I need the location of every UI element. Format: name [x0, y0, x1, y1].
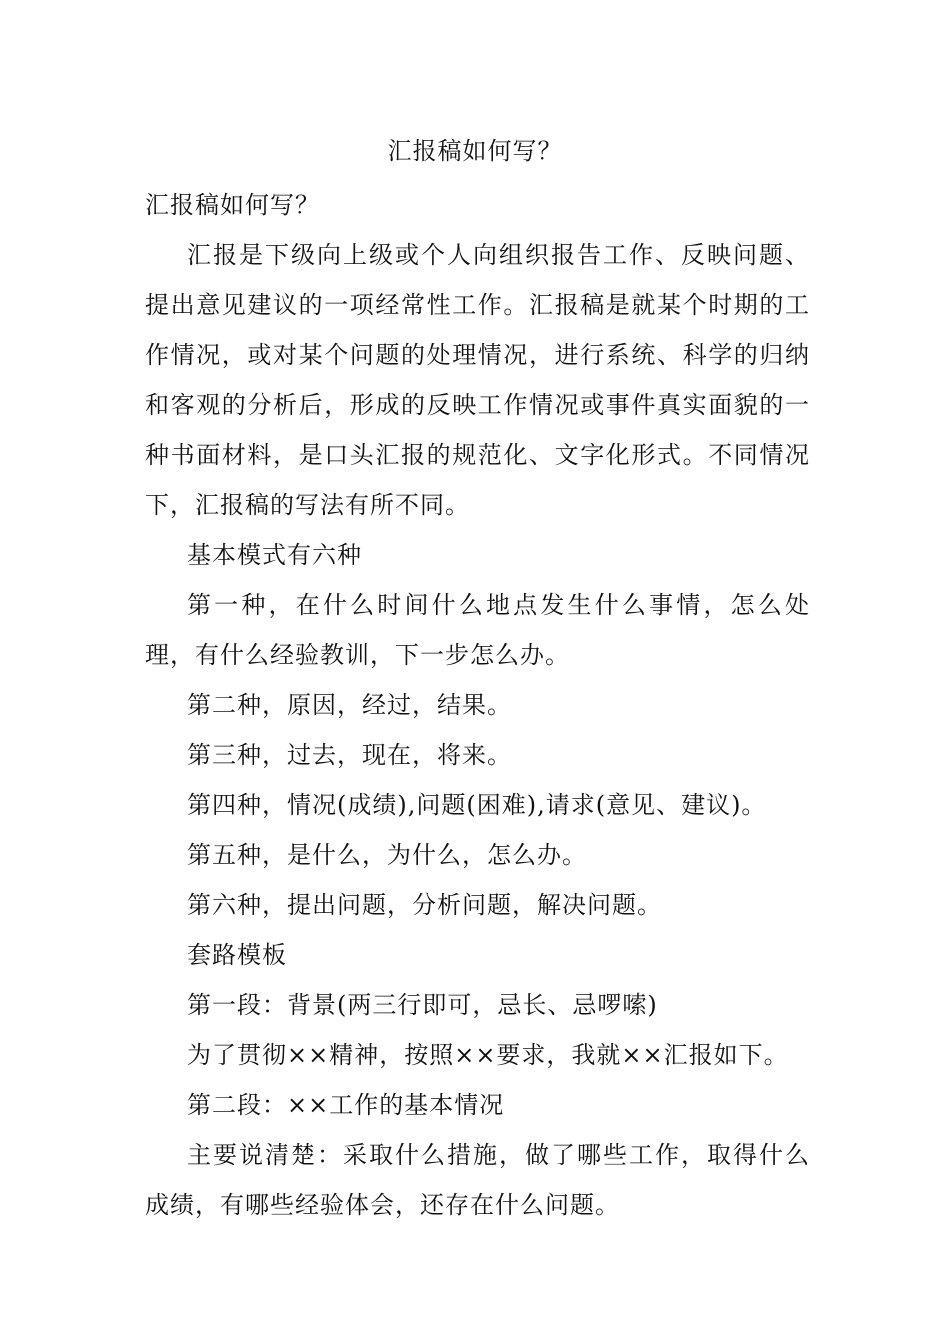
template-section-1-heading: 第一段：背景(两三行即可，忌长、忌啰嗦) — [187, 991, 658, 1019]
section-heading-modes: 基本模式有六种 — [187, 541, 362, 569]
template-section-1-text: 为了贯彻××精神，按照××要求，我就××汇报如下。 — [187, 1041, 789, 1069]
document-title: 汇报稿如何写？ — [387, 137, 563, 165]
intro-paragraph: 汇报是下级向上级或个人向组织报告工作、反映问题、提出意见建议的一项经常性工作。汇报稿是就某个时期的工作情况，或对某个问题的处理情况，进行系统、科学的归纳和客观的分析后，形成的反映工作情况或事件真实面貌的一种书面材料，是口头汇报的规范化、文字化形式。不同情况下，汇报稿的写法有所不同。 — [145, 241, 810, 519]
mode-5-paragraph: 第五种，是什么，为什么，怎么办。 — [187, 841, 587, 869]
template-section-2-heading: 第二段：××工作的基本情况 — [187, 1091, 505, 1119]
template-section-2-text: 主要说清楚：采取什么措施，做了哪些工作，取得什么成绩，有哪些经验体会，还存在什么问题。 — [145, 1141, 810, 1219]
subtitle-paragraph: 汇报稿如何写？ — [145, 191, 320, 219]
mode-6-paragraph: 第六种，提出问题，分析问题，解决问题。 — [187, 891, 662, 919]
mode-1-paragraph: 第一种，在什么时间什么地点发生什么事情，怎么处理，有什么经验教训，下一步怎么办。 — [145, 591, 810, 669]
mode-2-paragraph: 第二种，原因，经过，结果。 — [187, 691, 512, 719]
document-body — [145, 180, 810, 1230]
mode-3-paragraph: 第三种，过去，现在，将来。 — [187, 741, 512, 769]
mode-4-paragraph: 第四种，情况(成绩),问题(困难),请求(意见、建议)。 — [187, 791, 767, 819]
section-heading-template: 套路模板 — [187, 941, 287, 969]
